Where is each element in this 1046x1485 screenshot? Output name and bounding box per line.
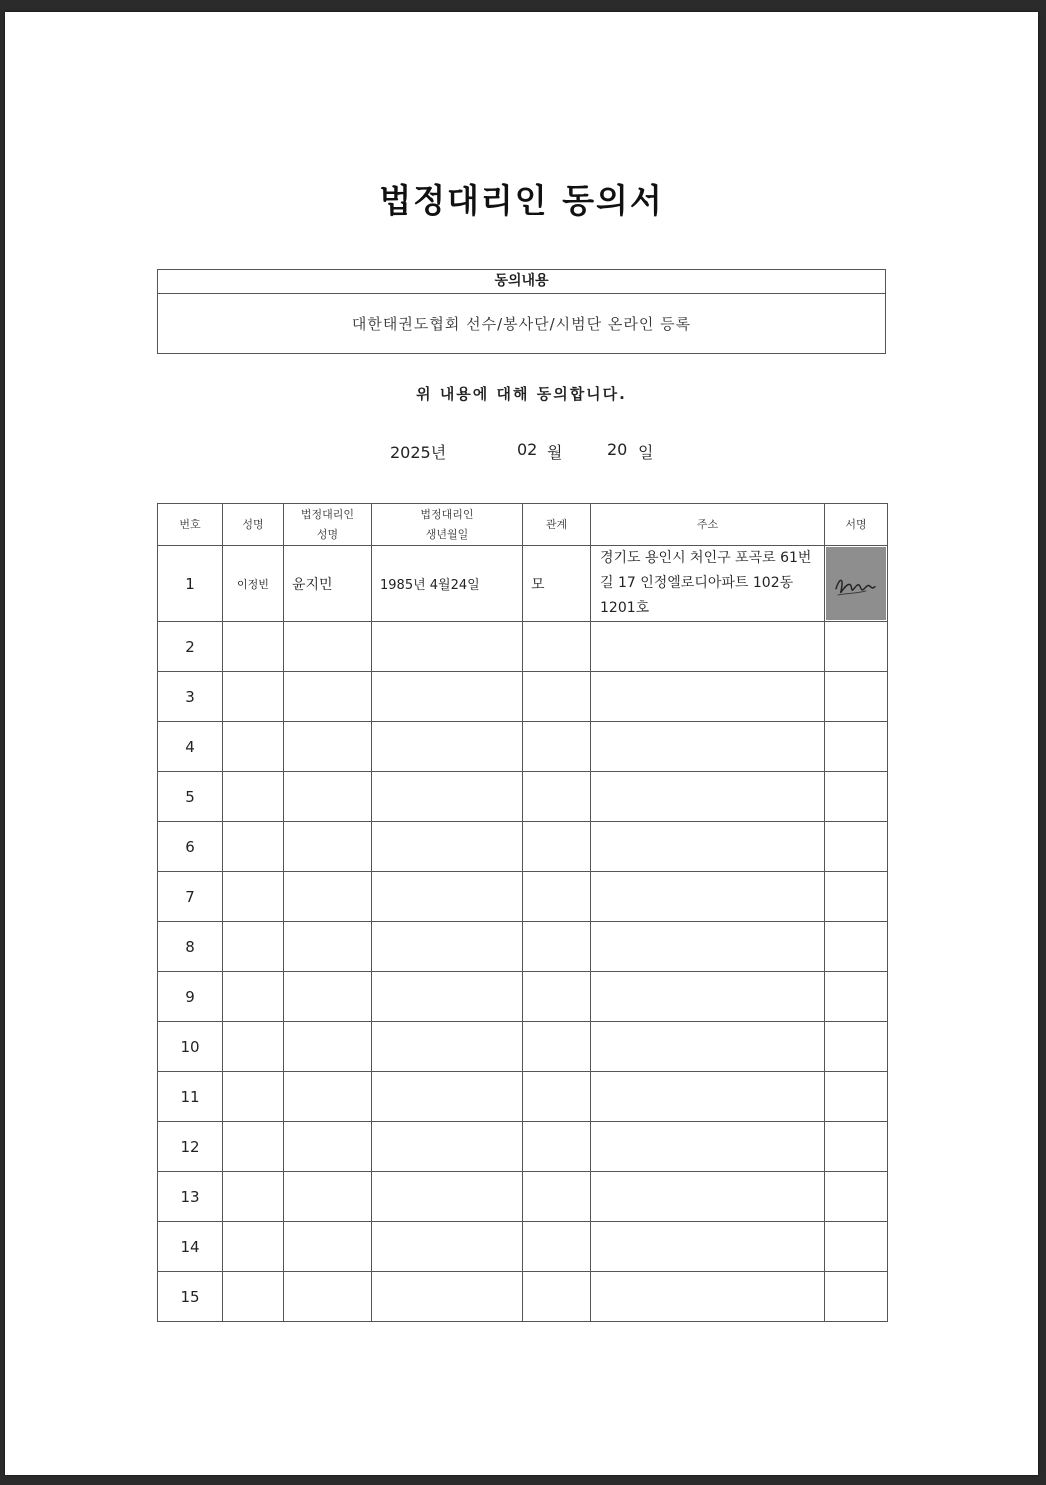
row-number: 1 [158, 546, 223, 622]
row-number: 5 [158, 772, 223, 822]
consent-header: 동의내용 [158, 270, 885, 294]
row-number: 12 [158, 1122, 223, 1172]
participant-name [223, 922, 284, 972]
row-number: 10 [158, 1022, 223, 1072]
participant-name [223, 622, 284, 672]
row-number: 3 [158, 672, 223, 722]
date-month: 02 [517, 440, 538, 459]
relation [523, 822, 591, 872]
participant-name [223, 1272, 284, 1322]
participant-name [223, 872, 284, 922]
representative-birthdate [372, 1122, 523, 1172]
relation [523, 672, 591, 722]
participant-name [223, 1122, 284, 1172]
representative-birthdate [372, 1272, 523, 1322]
representative-name [284, 1272, 372, 1322]
header-rep-birth [372, 504, 523, 546]
signature-cell [825, 822, 888, 872]
table-row [158, 1072, 888, 1122]
address [591, 722, 825, 772]
representative-birthdate [372, 922, 523, 972]
signature-cell [825, 1222, 888, 1272]
header-rep-name [284, 504, 372, 546]
representative-name [284, 972, 372, 1022]
header-rep-birth-line1: 법정대리인 [420, 507, 474, 521]
header-rep-name-line2: 성명 [316, 527, 339, 541]
header-no: 번호 [158, 504, 223, 546]
signature-cell [825, 1272, 888, 1322]
representative-name [284, 722, 372, 772]
relation [523, 1072, 591, 1122]
representative-name [284, 1122, 372, 1172]
participant-name [223, 1072, 284, 1122]
date-line [5, 440, 1038, 462]
participant-name [223, 822, 284, 872]
header-address: 주소 [591, 504, 825, 546]
row-number: 14 [158, 1222, 223, 1272]
date-day-unit: 일 [638, 443, 654, 462]
signature-cell [825, 872, 888, 922]
signature-cell [825, 772, 888, 822]
address [591, 872, 825, 922]
relation [523, 1022, 591, 1072]
representative-birthdate [372, 772, 523, 822]
participant-name: 이정빈 [223, 546, 284, 622]
row-number: 15 [158, 1272, 223, 1322]
signature-cell [825, 1072, 888, 1122]
participant-name [223, 1172, 284, 1222]
representative-name [284, 822, 372, 872]
date-year: 2025년 [390, 443, 447, 462]
signature-cell [825, 1122, 888, 1172]
table-row [158, 872, 888, 922]
table-row [158, 972, 888, 1022]
signature-cell [825, 1022, 888, 1072]
relation [523, 872, 591, 922]
representative-birthdate [372, 822, 523, 872]
representative-birthdate: 1985년 4월24일 [372, 546, 523, 622]
representative-birthdate [372, 972, 523, 1022]
representative-birthdate [372, 1072, 523, 1122]
address [591, 622, 825, 672]
row-number: 7 [158, 872, 223, 922]
relation [523, 1172, 591, 1222]
address [591, 1122, 825, 1172]
table-row [158, 722, 888, 772]
handwritten-signature [826, 547, 886, 620]
header-signature: 서명 [825, 504, 888, 546]
header-relation: 관계 [523, 504, 591, 546]
participant-name [223, 772, 284, 822]
table-row [158, 822, 888, 872]
row-number: 8 [158, 922, 223, 972]
relation [523, 622, 591, 672]
address [591, 1172, 825, 1222]
representative-birthdate [372, 722, 523, 772]
representative-name [284, 1172, 372, 1222]
representative-name [284, 622, 372, 672]
representative-name [284, 1222, 372, 1272]
address: 경기도 용인시 처인구 포곡로 61번길 17 인정엘로디아파트 102동1201호 [591, 546, 825, 622]
signature-cell [825, 1172, 888, 1222]
relation [523, 972, 591, 1022]
signature-cell [825, 922, 888, 972]
table-row [158, 1022, 888, 1072]
row-number: 4 [158, 722, 223, 772]
participant-name [223, 972, 284, 1022]
signature-cell [825, 722, 888, 772]
representative-birthdate [372, 872, 523, 922]
signature-cell [825, 672, 888, 722]
relation [523, 722, 591, 772]
row-number: 13 [158, 1172, 223, 1222]
representative-birthdate [372, 1022, 523, 1072]
table-row [158, 922, 888, 972]
registration-table [157, 503, 888, 1322]
address [591, 822, 825, 872]
header-rep-name-line1: 법정대리인 [300, 507, 355, 521]
relation [523, 1222, 591, 1272]
representative-birthdate [372, 1172, 523, 1222]
participant-name [223, 1222, 284, 1272]
representative-birthdate [372, 672, 523, 722]
table-row [158, 622, 888, 672]
address [591, 1222, 825, 1272]
relation [523, 1272, 591, 1322]
representative-birthdate [372, 622, 523, 672]
table-row [158, 772, 888, 822]
page-title: 법정대리인 동의서 [379, 181, 664, 220]
header-name: 성명 [223, 504, 284, 546]
representative-name [284, 872, 372, 922]
consent-content: 대한태권도협회 선수/봉사단/시범단 온라인 등록 [351, 315, 692, 333]
table-header-row [158, 504, 888, 546]
representative-birthdate [372, 1222, 523, 1272]
row-number: 2 [158, 622, 223, 672]
consent-box [157, 269, 886, 354]
table-row [158, 1222, 888, 1272]
address [591, 972, 825, 1022]
signature-cell [825, 972, 888, 1022]
row-number: 11 [158, 1072, 223, 1122]
address [591, 1022, 825, 1072]
relation [523, 772, 591, 822]
representative-name [284, 1072, 372, 1122]
table-row [158, 546, 888, 622]
address [591, 1272, 825, 1322]
representative-name [284, 772, 372, 822]
participant-name [223, 672, 284, 722]
representative-name [284, 672, 372, 722]
address [591, 772, 825, 822]
address [591, 672, 825, 722]
participant-name [223, 722, 284, 772]
table-row [158, 672, 888, 722]
relation [523, 1122, 591, 1172]
relation: 모 [523, 546, 591, 622]
table-row [158, 1272, 888, 1322]
row-number: 9 [158, 972, 223, 1022]
agreement-statement: 위 내용에 대해 동의합니다. [416, 385, 627, 403]
relation [523, 922, 591, 972]
header-rep-birth-line2: 생년월일 [425, 527, 469, 541]
representative-name [284, 922, 372, 972]
representative-name: 윤지민 [284, 546, 372, 622]
address [591, 1072, 825, 1122]
table-row [158, 1172, 888, 1222]
date-day: 20 [607, 440, 628, 459]
address [591, 922, 825, 972]
signature-image [826, 547, 886, 620]
signature-cell [825, 622, 888, 672]
signature-cell [825, 546, 888, 622]
representative-name [284, 1022, 372, 1072]
table-row [158, 1122, 888, 1172]
date-month-unit: 월 [547, 443, 563, 462]
row-number: 6 [158, 822, 223, 872]
participant-name [223, 1022, 284, 1072]
document-page [5, 12, 1038, 1475]
